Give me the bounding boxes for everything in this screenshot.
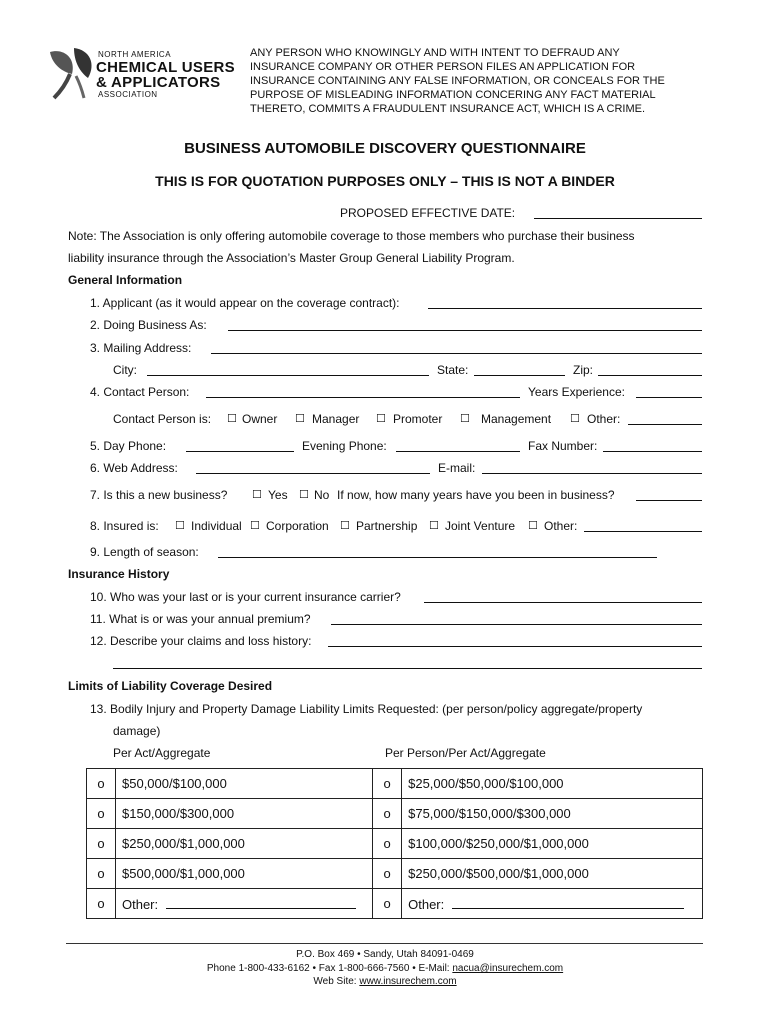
limit-option-radio[interactable]: o [373,889,402,919]
section-limits-of-liability: Limits of Liability Coverage Desired [68,679,273,693]
warning-line: THERETO, COMMITS A FRAUDULENT INSURANCE ACT, WHICH IS A CRIME. [250,103,646,115]
limit-option-radio[interactable]: o [373,859,402,889]
promoter-checkbox[interactable]: ☐ [376,412,386,425]
limit-option-left: $150,000/$300,000 [116,799,373,829]
applicant-label: 1. Applicant (as it would appear on the coverage contract): [90,296,400,310]
table-row [87,889,703,919]
limit-option-right: $75,000/$150,000/$300,000 [402,799,703,829]
contact-other-checkbox[interactable]: ☐ [570,412,580,425]
state-label: State: [437,363,469,377]
limit-option-radio[interactable]: o [87,859,116,889]
partnership-label: Partnership [356,519,418,533]
footer-contact [0,962,770,975]
applicant-field[interactable] [428,296,702,309]
fax-number-field[interactable] [603,439,702,452]
section-general-information: General Information [68,273,183,287]
limit-option-radio[interactable]: o [373,799,402,829]
limit-option-radio[interactable]: o [87,889,116,919]
manager-checkbox[interactable]: ☐ [295,412,305,425]
management-checkbox[interactable]: ☐ [460,412,470,425]
day-phone-label: 5. Day Phone: [90,439,167,453]
manager-option-label: Manager [312,412,360,426]
promoter-option-label: Promoter [393,412,443,426]
contact-person-field[interactable] [206,385,520,398]
years-experience-label: Years Experience: [528,385,625,399]
warning-line: INSURANCE COMPANY OR OTHER PERSON FILES AN APPLICATION FOR [250,61,636,73]
zip-label: Zip: [573,363,594,377]
limit-other-left-cell [116,889,373,919]
length-of-season-field[interactable] [218,545,657,558]
footer-website [0,975,770,988]
new-business-no-checkbox[interactable]: ☐ [299,488,309,501]
years-in-business-field[interactable] [636,488,702,501]
warning-line: ANY PERSON WHO KNOWINGLY AND WITH INTENT TO DEFRAUD ANY [250,47,620,59]
years-experience-field[interactable] [636,385,702,398]
table-row [87,799,703,829]
limit-other-right-label: Other: [408,896,445,912]
mailing-address-label: 3. Mailing Address: [90,341,192,355]
limit-other-right-cell [402,889,703,919]
limit-option-radio[interactable]: o [87,799,116,829]
zip-field[interactable] [598,363,702,376]
footer-website-label: Web Site: [313,976,360,987]
limit-other-left-label: Other: [122,896,159,912]
city-field[interactable] [147,363,429,376]
annual-premium-field[interactable] [331,612,702,625]
evening-phone-label: Evening Phone: [302,439,387,453]
page-title: BUSINESS AUTOMOBILE DISCOVERY QUESTIONNAIRE [184,140,586,157]
warning-line: PURPOSE OF MISLEADING INFORMATION CONCERING ANY FACT MATERIAL [250,89,656,101]
liability-limits-question: 13. Bodily Injury and Property Damage Liability Limits Requested: (per person/policy aggregate/property [90,702,643,716]
per-person-header: Per Person/Per Act/Aggregate [385,746,546,760]
insurance-carrier-field[interactable] [424,590,702,603]
joint-venture-checkbox[interactable]: ☐ [429,519,439,532]
annual-premium-label: 11. What is or was your annual premium? [90,612,311,626]
note-line-1: Note: The Association is only offering automobile coverage to those members who purchase their business [68,229,635,243]
insured-other-label: Other: [544,519,578,533]
fax-number-label: Fax Number: [528,439,598,453]
length-of-season-label: 9. Length of season: [90,545,199,559]
association-logo [46,44,246,100]
contact-other-label: Other: [587,412,621,426]
effective-date-label: PROPOSED EFFECTIVE DATE: [340,206,516,220]
limit-other-right-field[interactable] [452,896,684,909]
page-subtitle: THIS IS FOR QUOTATION PURPOSES ONLY – THIS IS NOT A BINDER [155,173,615,189]
individual-checkbox[interactable]: ☐ [175,519,185,532]
footer-address: P.O. Box 469 • Sandy, Utah 84091-0469 [296,949,474,960]
corporation-checkbox[interactable]: ☐ [250,519,260,532]
insured-other-checkbox[interactable]: ☐ [528,519,538,532]
limit-other-left-field[interactable] [166,896,356,909]
day-phone-field[interactable] [186,439,294,452]
limit-option-radio[interactable]: o [373,829,402,859]
claims-history-field[interactable] [328,634,702,647]
new-business-label: 7. Is this a new business? [90,488,228,502]
warning-line: INSURANCE CONTAINING ANY FALSE INFORMATION, OR CONCEALS FOR THE [250,75,665,87]
table-row [87,829,703,859]
limit-option-left: $500,000/$1,000,000 [116,859,373,889]
claims-history-label: 12. Describe your claims and loss history: [90,634,312,648]
limits-table [86,768,703,919]
contact-person-label: 4. Contact Person: [90,385,190,399]
footer-phone-fax: Phone 1-800-433-6162 • Fax 1-800-666-7560 • E-Mail: [206,963,453,974]
insurance-carrier-label: 10. Who was your last or is your current insurance carrier? [90,590,401,604]
liability-limits-question-cont: damage) [113,724,161,738]
mailing-address-field[interactable] [211,341,702,354]
per-act-aggregate-header: Per Act/Aggregate [113,746,211,760]
owner-checkbox[interactable]: ☐ [227,412,237,425]
limit-option-left: $250,000/$1,000,000 [116,829,373,859]
new-business-yes-checkbox[interactable]: ☐ [252,488,262,501]
contact-person-is-label: Contact Person is: [113,412,212,426]
no-label: No [314,488,330,502]
individual-label: Individual [191,519,242,533]
contact-other-field[interactable] [628,412,702,425]
management-option-label: Management [481,412,552,426]
leaf-logo-icon [46,44,98,100]
limit-option-right: $25,000/$50,000/$100,000 [402,769,703,799]
limit-option-right: $250,000/$500,000/$1,000,000 [402,859,703,889]
effective-date-field[interactable] [534,206,702,219]
note-line-2: liability insurance through the Association’s Master Group General Liability Program. [68,251,515,265]
web-address-field[interactable] [196,461,430,474]
section-insurance-history: Insurance History [68,567,170,581]
fraud-warning [250,46,665,116]
limit-option-radio[interactable]: o [87,829,116,859]
limit-option-left: $50,000/$100,000 [116,769,373,799]
footer-website-link[interactable]: www.insurechem.com [359,976,457,987]
state-field[interactable] [474,363,565,376]
years-in-business-label: If now, how many years have you been in business? [337,488,615,502]
evening-phone-field[interactable] [396,439,520,452]
dba-label: 2. Doing Business As: [90,318,207,332]
logo-line-1: NORTH AMERICA [98,50,172,59]
limit-option-radio[interactable]: o [87,769,116,799]
limit-option-right: $100,000/$250,000/$1,000,000 [402,829,703,859]
logo-line-2: CHEMICAL USERS [96,59,235,76]
corporation-label: Corporation [266,519,329,533]
logo-line-4: ASSOCIATION [98,90,158,99]
limit-option-radio[interactable]: o [373,769,402,799]
footer-email-link[interactable]: nacua@insurechem.com [452,963,564,974]
web-address-label: 6. Web Address: [90,461,178,475]
table-row [87,769,703,799]
email-label: E-mail: [438,461,476,475]
claims-history-field-line-2[interactable] [113,656,702,669]
joint-venture-label: Joint Venture [445,519,516,533]
insured-other-field[interactable] [584,519,702,532]
partnership-checkbox[interactable]: ☐ [340,519,350,532]
footer-divider [66,943,703,944]
city-label: City: [113,363,137,377]
table-row [87,859,703,889]
yes-label: Yes [268,488,288,502]
dba-field[interactable] [228,318,702,331]
owner-option-label: Owner [242,412,278,426]
logo-line-3: & APPLICATORS [96,74,221,91]
insured-is-label: 8. Insured is: [90,519,159,533]
email-field[interactable] [482,461,702,474]
